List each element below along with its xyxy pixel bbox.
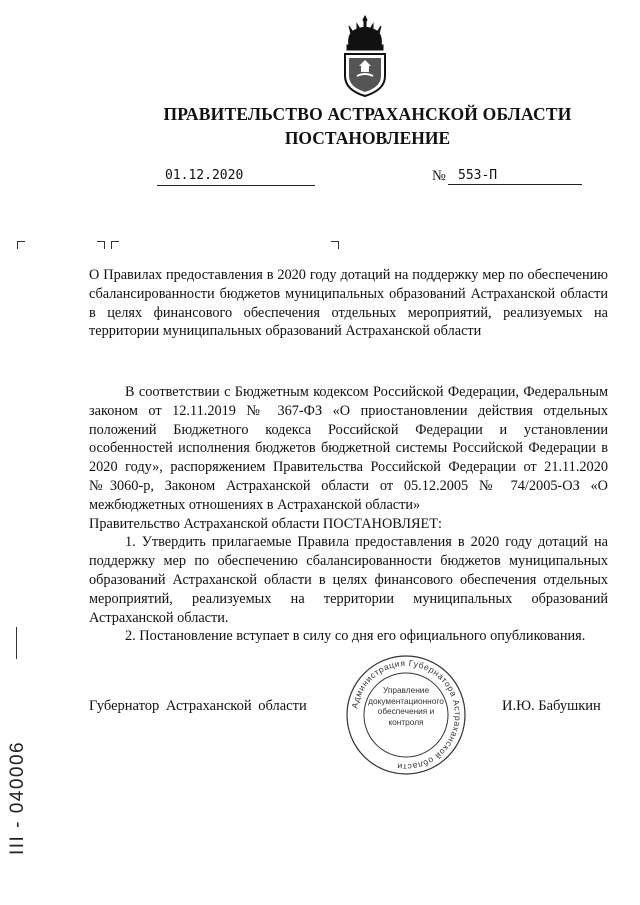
- resolution-title: [89, 266, 608, 341]
- signatory-position: Губернатор Астраханской области: [89, 698, 307, 714]
- corner-mark-top-left: [17, 241, 25, 249]
- coat-of-arms-emblem: [337, 14, 393, 98]
- corner-mark-top-right: [331, 241, 339, 249]
- document-type-heading: ПОСТАНОВЛЕНИЕ: [284, 128, 451, 148]
- margin-line: [16, 627, 17, 659]
- government-heading: ПРАВИТЕЛЬСТВО АСТРАХАНСКОЙ ОБЛАСТИ: [163, 104, 572, 124]
- corner-mark-left-inner: [111, 241, 119, 249]
- document-date: 01.12.2020: [157, 168, 315, 186]
- title-text: О Правилах предоставления в 2020 году дотаций на поддержку мер по обеспечению сбалансированности бюджетов муниципальных образований Астраханской области в целях финансового обеспечения отдельных мероприятий, реализуемых на территории муниципальных образований Астраханской области: [89, 267, 608, 340]
- document-number: 553-П: [448, 168, 582, 185]
- number-label: №: [432, 168, 446, 184]
- preamble-text: В соответствии с Бюджетным кодексом Российской Федерации, Федеральным законом от 12.11.2019 № 367-ФЗ «О приостановлении действия отдельных положений Бюджетного кодекса Российской Федерации и установлении особенностей исполнения бюджетов бюджетной системы Российской Федерации в 2020 году», распоряжением Правительства Российской Федерации от 21.11.2020 №3060-р, Законом Астраханской области от 05.12.2005 № 74/2005-ОЗ «О межбюджетных отношениях в Астраханской области»: [89, 384, 608, 513]
- corner-mark-left: [97, 241, 105, 249]
- stamp-inner-text: Управление документационного обеспечения и контроля: [368, 685, 444, 727]
- decree-text: Правительство Астраханской области ПОСТАНОВЛЯЕТ:: [89, 515, 442, 532]
- form-serial-code: III - 040006: [7, 740, 28, 855]
- item-1-text: 1. Утвердить прилагаемые Правила предоставления в 2020 году дотаций на поддержку мер по обеспечению сбалансированности бюджетов муниципальных образований Астраханской области в целях финансового обеспечения отдельных мероприятий, реализуемых на территории муниципальных образований Астраханской области.: [89, 534, 608, 626]
- stamp-ring-text: Администрация Губернатора Астраханской области: [349, 657, 464, 773]
- resolution-body: [89, 383, 608, 646]
- signatory-name: И.Ю. Бабушкин: [502, 698, 601, 714]
- item-2-text: 2. Постановление вступает в силу со дня его официального опубликования.: [125, 628, 586, 645]
